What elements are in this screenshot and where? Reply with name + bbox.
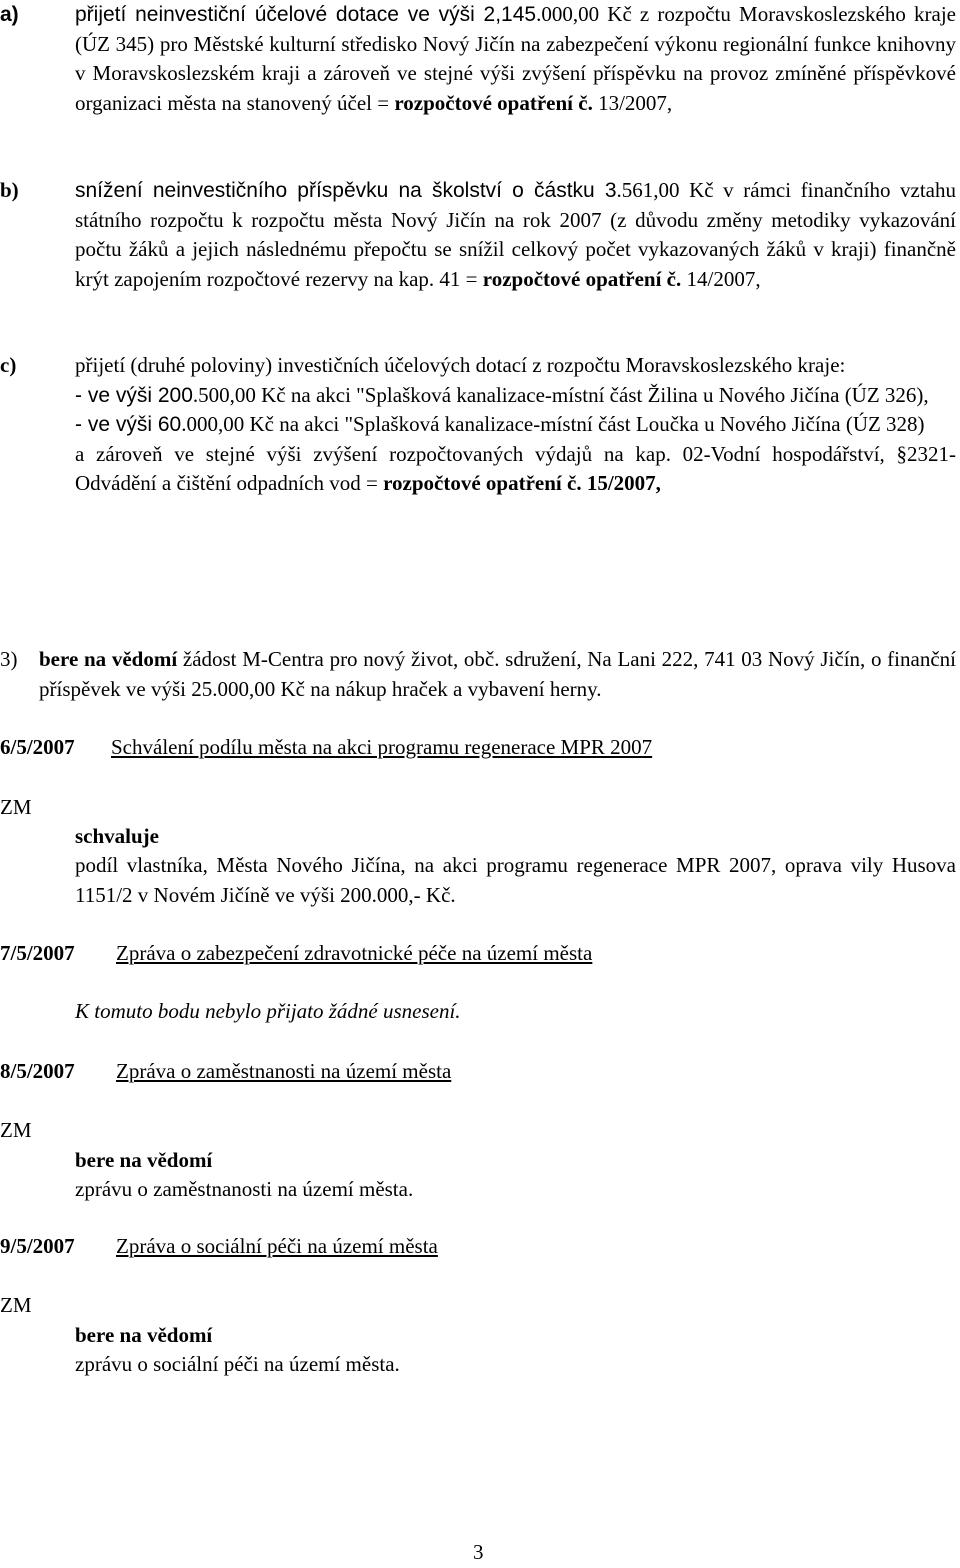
item-a-label: a) — [0, 3, 19, 26]
section-9-text: zprávu o sociální péči na území města. — [75, 1352, 400, 1376]
item-3 — [0, 645, 956, 704]
section-7-note: K tomuto bodu nebylo přijato žádné usnesení. — [75, 999, 461, 1023]
item-b — [0, 176, 956, 294]
item-c-line1: - ve výši 200.500,00 Kč na akci "Splašková kanalizace-místní část Žilina u Nového Jičína (ÚZ 326), — [75, 382, 929, 407]
section-6-number: 6/5/2007 — [0, 735, 75, 759]
section-9-title: Zpráva o sociální péči na území města — [116, 1234, 438, 1258]
page-number: 3 — [473, 1540, 484, 1564]
item-b-body: snížení neinvestičního příspěvku na školství o částku 3.561,00 Kč v rámci finančního vztahu státního rozpočtu k rozpočtu města Nový Jičín na rok 2007 (z důvodu změny metodiky vykazování počtu žáků a jejich následnému přepočtu se snížil celkový počet vykazovaných žáků v kraji) finančně krýt zapojením rozpočtové rezervy na kap. 41 = rozpočtové opatření č. 14/2007, — [75, 178, 956, 291]
item-c-line2: - ve výši 60.000,00 Kč na akci "Splašková kanalizace-místní část Loučka u Nového Jičína (ÚZ 328) — [75, 412, 925, 436]
item-3-label: 3) — [0, 647, 18, 671]
section-8-zm: ZM — [0, 1118, 32, 1142]
section-9-zm: ZM — [0, 1293, 32, 1317]
section-8-text: zprávu o zaměstnanosti na území města. — [75, 1177, 414, 1201]
section-8-verb: bere na vědomí — [75, 1148, 213, 1172]
section-8-number: 8/5/2007 — [0, 1059, 75, 1083]
section-8-title: Zpráva o zaměstnanosti na území města — [116, 1059, 452, 1083]
section-7-number: 7/5/2007 — [0, 941, 75, 965]
item-c-label: c) — [0, 353, 17, 377]
item-c-intro: přijetí (druhé poloviny) investičních účelových dotací z rozpočtu Moravskoslezského kraje: — [75, 353, 846, 377]
section-6-verb: schvaluje — [75, 824, 159, 848]
item-b-label: b) — [0, 178, 19, 202]
section-9-number: 9/5/2007 — [0, 1234, 75, 1258]
item-3-body: bere na vědomí žádost M-Centra pro nový život, obč. sdružení, Na Lani 222, 741 03 Nový Jičín, o finanční příspěvek ve výši 25.000,00 Kč na nákup hraček a vybavení herny. — [39, 647, 956, 701]
section-9-verb: bere na vědomí — [75, 1323, 213, 1347]
item-c-body — [75, 351, 956, 499]
item-a — [0, 0, 956, 118]
section-6-zm: ZM — [0, 795, 32, 819]
section-7-title: Zpráva o zabezpečení zdravotnické péče na území města — [116, 941, 593, 965]
section-6-text: podíl vlastníka, Města Nového Jičína, na akci programu regenerace MPR 2007, oprava vily Husova 1151/2 v Novém Jičíně ve výši 200.000,- Kč. — [75, 853, 956, 907]
item-a-body: přijetí neinvestiční účelové dotace ve výši 2,145.000,00 Kč z rozpočtu Moravskoslezského kraje (ÚZ 345) pro Městské kulturní středisko Nový Jičín na zabezpečení výkonu regionální funkce knihovny v Moravskoslezském kraji a zároveň ve stejné výši zvýšení příspěvku na provoz zmíněné příspěvkové organizaci města na stanovený účel = rozpočtové opatření č. 13/2007, — [75, 2, 957, 115]
item-c — [0, 351, 956, 499]
item-c-line3: a zároveň ve stejné výši zvýšení rozpočtovaných výdajů na kap. 02-Vodní hospodářství, §2321-Odvádění a čištění odpadních vod = rozpočtové opatření č. 15/2007, — [75, 441, 956, 495]
section-6-title: Schválení podílu města na akci programu regenerace MPR 2007 — [111, 735, 653, 759]
